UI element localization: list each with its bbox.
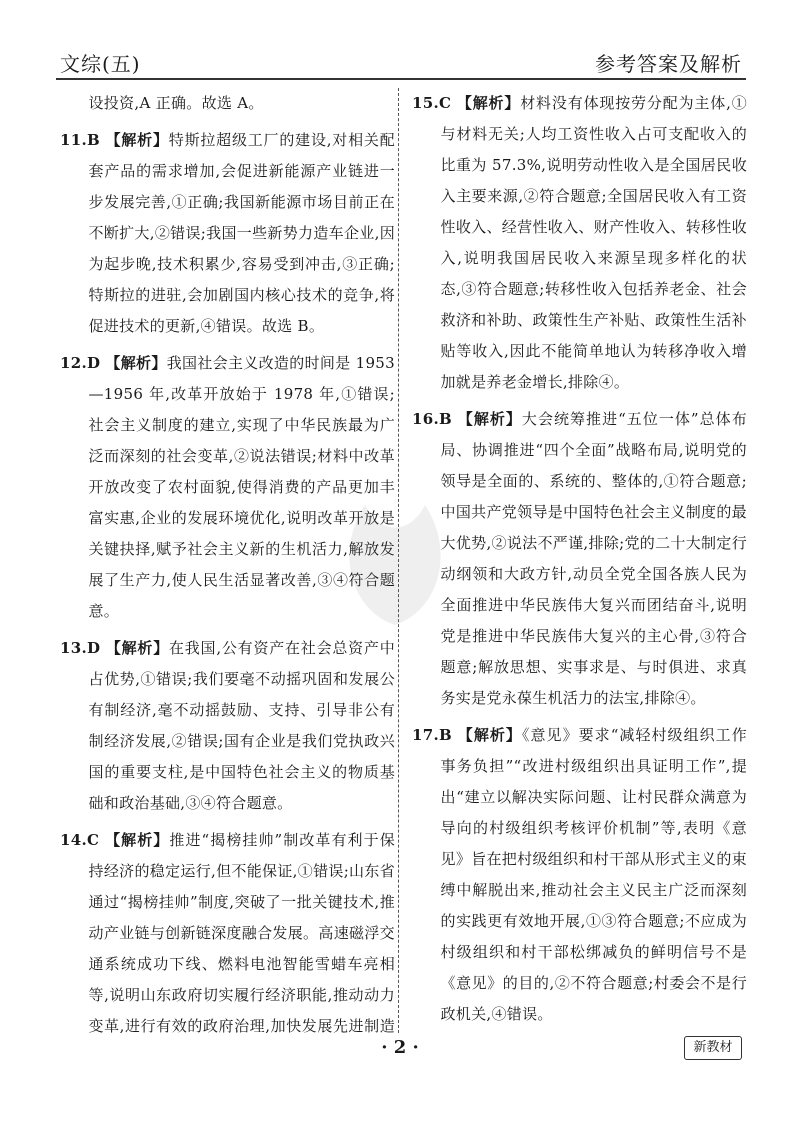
answer-item-14 — [60, 825, 395, 1033]
answer-item-16 — [412, 404, 747, 714]
answer-text: 《意见》要求“减轻村级组织工作事务负担”“改进村级组织出具证明工作”,提出“建立以解决实际问题、让村民群众满意为导向的村级组织考核评价机制”等,表明《意见》旨在把村级组织和村干部从形式主义的束缚中解脱出来,推动社会主义民主广泛而深刻的实践更有效地开展,①③符合题意;不应成为村级组织和村干部松绑减负的鲜明信号不是《意见》的目的,②不符合题意;村委会不是行政机关,④错误。 — [440, 726, 747, 1023]
answer-item-11 — [60, 125, 395, 342]
analysis-tag: 【解析】 — [457, 410, 522, 428]
page-header — [56, 46, 746, 76]
answer-text: 材料没有体现按劳分配为主体,①与材料无关;人均工资性收入占可支配收入的比重为 57.3%,说明劳动性收入是全国居民收入主要来源,②符合题意;全国居民收入有工资性收入、经营性收入、财产性收入、转移性收入,说明我国居民收入来源呈现多样化的状态,③符合题意;转移性收入包括养老金、社会救济和补助、政策性生产补贴、政策性生活补贴等收入,因此不能简单地认为转移净收入增加就是养老金增长,排除④。 — [440, 94, 747, 391]
answer-item-12 — [60, 348, 395, 627]
section-title: 参考答案及解析 — [595, 52, 742, 76]
analysis-tag: 【解析】 — [457, 726, 522, 744]
edition-badge: 新教材 — [684, 1036, 742, 1060]
answer-text: 在我国,公有资产在社会总资产中占优势,①错误;我们要毫不动摇巩固和发展公有制经济,毫不动摇鼓励、支持、引导非公有制经济发展,②错误;国有企业是我们党执政兴国的重要支柱,是中国特色社会主义的物质基础和政治基础,③④符合题意。 — [88, 639, 395, 812]
page-number: · 2 · — [381, 1037, 419, 1058]
header-rule — [56, 78, 746, 80]
answer-continuation — [60, 88, 395, 119]
answer-item-15 — [412, 88, 747, 398]
answer-number: 12.D — [60, 354, 101, 372]
answer-text: 大会统筹推进“五位一体”总体布局、协调推进“四个全面”战略布局,说明党的领导是全面的、系统的、整体的,①符合题意;中国共产党领导是中国特色社会主义制度的最大优势,②说法不严谨,排除;党的二十大制定行动纲领和大政方针,动员全党全国各族人民为全面推进中华民族伟大复兴而团结奋斗,说明党是推进中华民族伟大复兴的主心骨,③符合题意;解放思想、实事求是、与时俱进、求真务实是党永葆生机活力的法宝,排除④。 — [440, 410, 747, 707]
answer-text: 设投资,A 正确。故选 A。 — [88, 94, 264, 112]
analysis-tag: 【解析】 — [105, 831, 170, 849]
analysis-tag: 【解析】 — [105, 354, 167, 372]
answer-number: 15.C — [412, 94, 452, 112]
answer-number: 11.B — [60, 131, 100, 149]
answer-text: 特斯拉超级工厂的建设,对相关配套产品的需求增加,会促进新能源产业链进一步发展完善,①正确;我国新能源市场目前正在不断扩大,②错误;我国一些新势力造车企业,因为起步晚,技术积累少,容易受到冲击,③正确;特斯拉的进驻,会加剧国内核心技术的竞争,将促进技术的更新,④错误。故选 B。 — [88, 131, 395, 335]
analysis-tag: 【解析】 — [105, 131, 169, 149]
left-column — [60, 88, 395, 1033]
exam-title: 文综(五) — [60, 52, 141, 76]
column-divider — [398, 88, 399, 1033]
answer-number: 16.B — [412, 410, 452, 428]
answer-text: 我国社会主义改造的时间是 1953—1956 年,改革开放始于 1978 年,①错误;社会主义制度的建立,实现了中华民族最为广泛而深刻的社会变革,②说法错误;材料中改革开放改变了农村面貌,使得消费的产品更加丰富实惠,企业的发展环境优化,说明改革开放是关键抉择,赋予社会主义新的生机活力,解放发展了生产力,使人民生活显著改善,③④符合题意。 — [88, 354, 395, 620]
answer-text: 推进“揭榜挂帅”制改革有利于保持经济的稳定运行,但不能保证,①错误;山东省通过“揭榜挂帅”制度,突破了一批关键技术,推动产业链与创新链深度融合发展。高速磁浮交通系统成功下线、燃料电池智能雪蜡车亮相等,说明山东政府切实履行经济职能,推动动力变革,进行有效的政府治理,加快发展先进制造 — [88, 831, 395, 1033]
analysis-tag: 【解析】 — [105, 639, 169, 657]
answer-item-13 — [60, 633, 395, 819]
answer-number: 17.B — [412, 726, 452, 744]
answer-item-17 — [412, 720, 747, 1030]
right-column — [412, 88, 747, 1033]
answer-number: 14.C — [60, 831, 100, 849]
answer-number: 13.D — [60, 639, 101, 657]
analysis-tag: 【解析】 — [456, 94, 521, 112]
